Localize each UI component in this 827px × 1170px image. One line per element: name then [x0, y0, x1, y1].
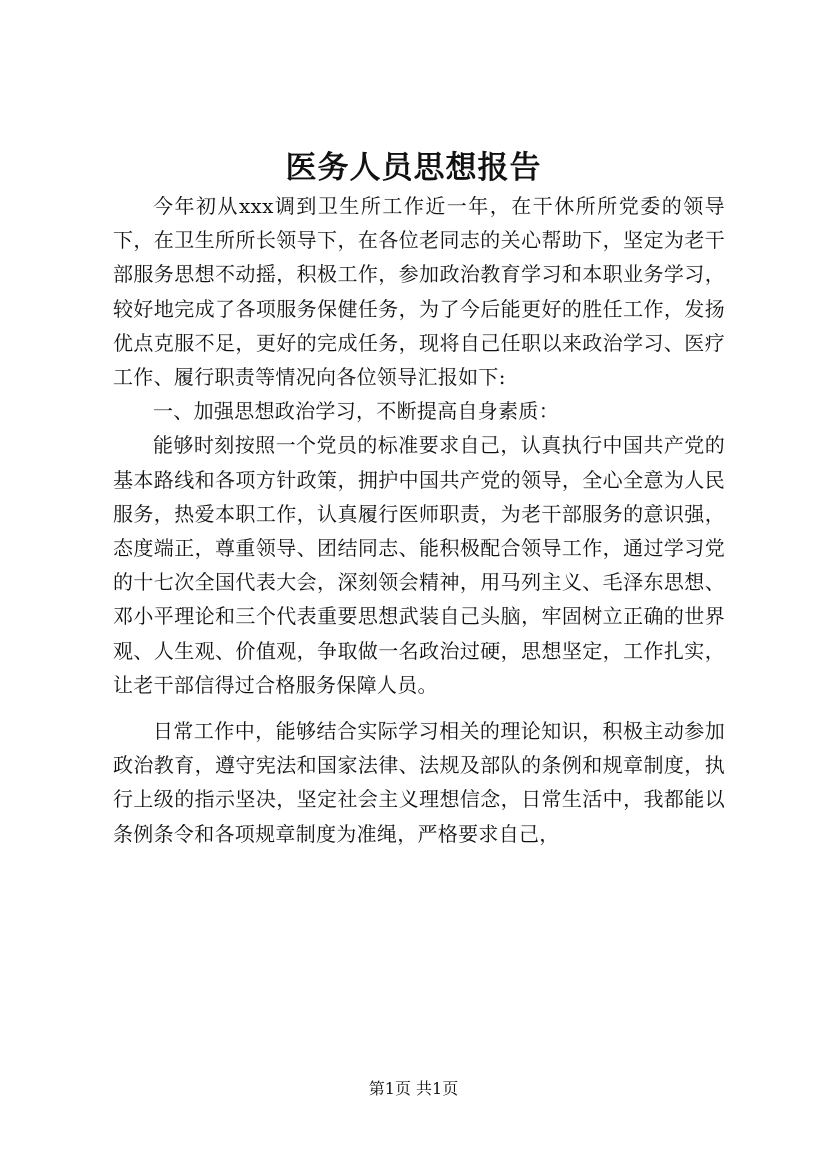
paragraph-party-standard: 能够时刻按照一个党员的标准要求自己，认真执行中国共产党的基本路线和各项方针政策，拥护中国共产党的领导，全心全意为人民服务，热爱本职工作，认真履行医师职责，为老干部服务的意识强，态度端正，尊重领导、团结同志、能积极配合领导工作，通过学习党的十七次全国代表大会，深刻领会精神，用马列主义、毛泽东思想、邓小平理论和三个代表重要思想武装自己头脑，牢固树立正确的世界观、人生观、价值观，争取做一名政治过硬，思想坚定，工作扎实，让老干部信得过合格服务保障人员。 [113, 433, 725, 697]
section-heading-1: 一、加强思想政治学习，不断提高自身素质： [153, 399, 559, 424]
paragraph-daily-work: 日常工作中，能够结合实际学习相关的理论知识，积极主动参加政治教育，遵守宪法和国家法律、法规及部队的条例和规章制度，执行上级的指示坚决，坚定社会主义理想信念，日常生活中，我都能以条例条令和各项规章制度为准绳，严格要求自己， [113, 719, 725, 846]
document-title: 医务人员思想报告 [285, 150, 542, 186]
page-footer: 第1页 共1页 [368, 1079, 459, 1098]
paragraph-intro: 今年初从xxx调到卫生所工作近一年，在干休所所党委的领导下，在卫生所所长领导下，在各位老同志的关心帮助下，坚定为老干部服务思想不动摇，积极工作，参加政治教育学习和本职业务学习，较好地完成了各项服务保健任务，为了今后能更好的胜任工作，发扬优点克服不足，更好的完成任务，现将自己任职以来政治学习、医疗工作、履行职责等情况向各位领导汇报如下: [113, 194, 725, 390]
document-body [113, 189, 725, 851]
